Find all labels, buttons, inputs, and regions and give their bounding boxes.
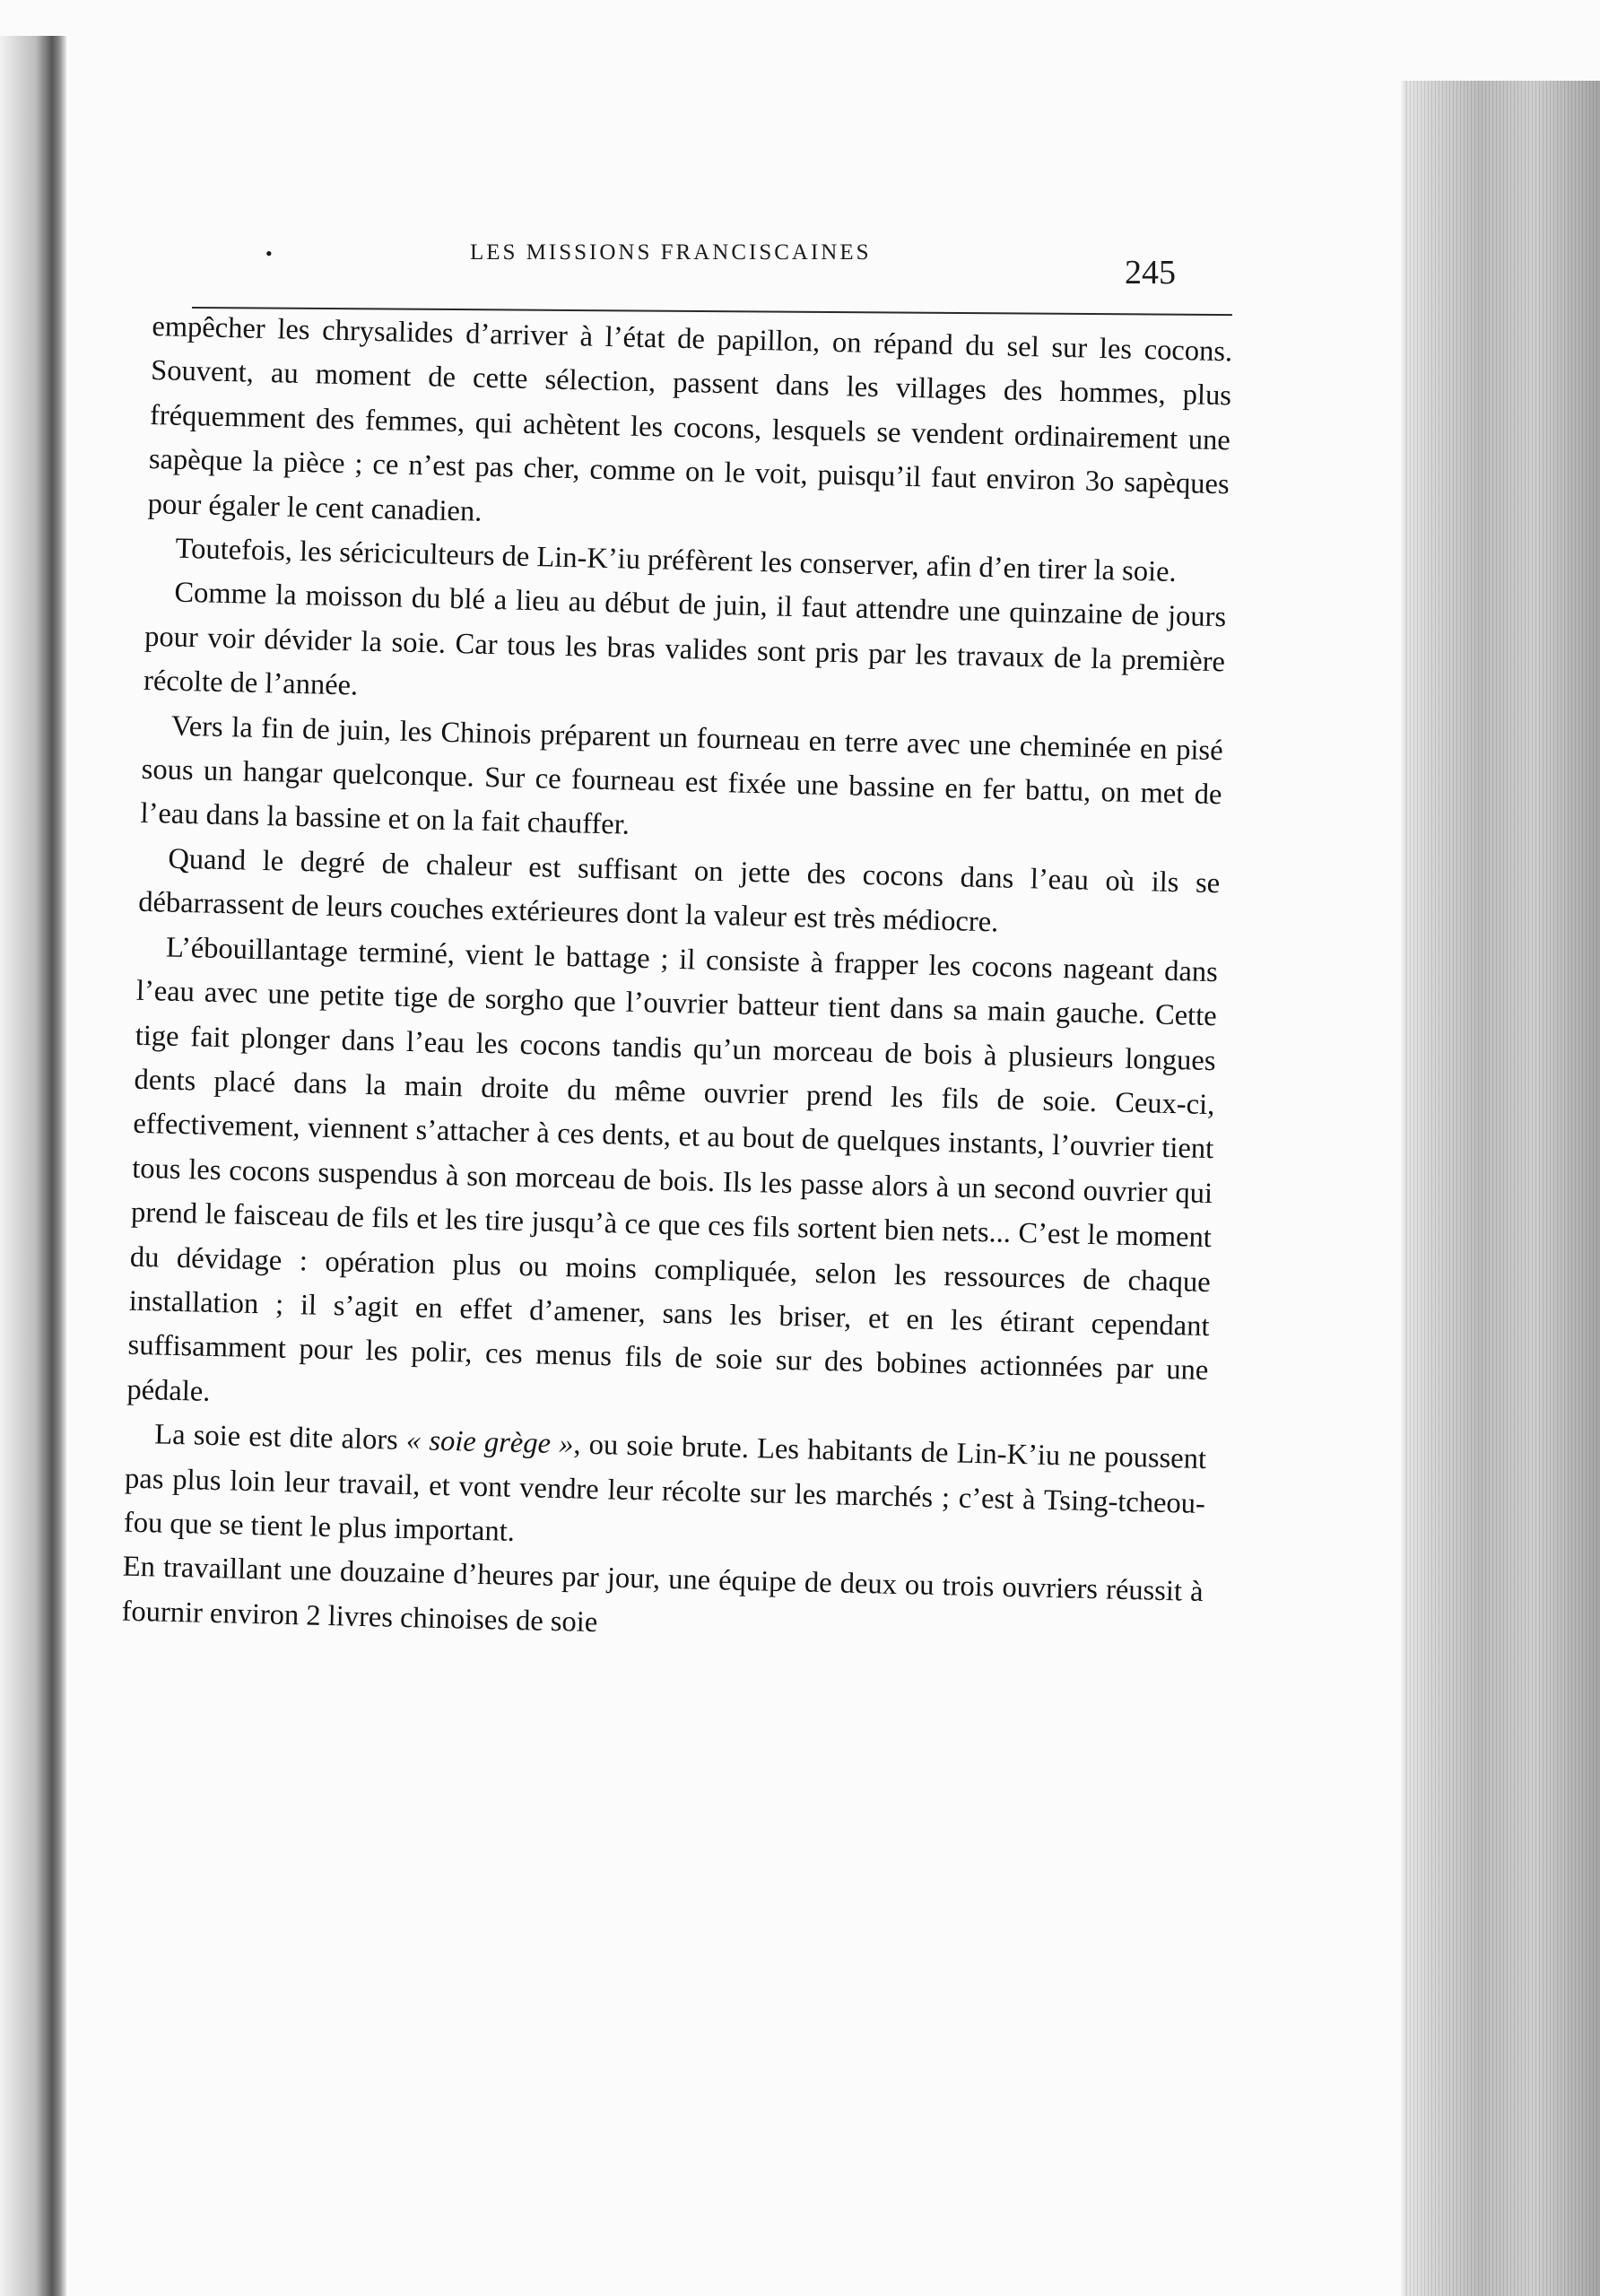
paragraph: Vers la fin de juin, les Chinois préparent un fourneau en terre avec une cheminée en pisé sous un hangar quelconque. Sur ce fourneau est fixée une bassine en fer battu, on met de l’eau dans la bassine et on la fait chauffer. (140, 709, 1224, 842)
body-text (121, 305, 1233, 1659)
paragraph: empêcher les chrysalides d’arriver à l’état de papillon, on répand du sel sur les cocons. Souvent, au moment de cette sélection, passent dans les villages des hommes, plus fréquemment des femmes, qui achètent les cocons, lesquels se vendent ordinairement une sapèque la pièce ; ce n’est pas cher, comme on le voit, puisqu’il faut environ 3o sapèques pour égaler le cent canadien. (147, 309, 1233, 528)
header-dot: • (265, 242, 273, 265)
italic-term: « soie grège » (405, 1424, 574, 1461)
paragraph-text: La soie est dite alors (153, 1418, 407, 1457)
paragraph: Toutefois, les sériciculteurs de Lin-K’iu préfèrent les conserver, afin d’en tirer la soie. (175, 532, 1178, 589)
paragraph (123, 1413, 1206, 1571)
paragraph: L’ébouillantage terminé, vient le battage ; il consiste à frapper les cocons nageant dans l’eau avec une petite tige de sorgho que l’ouvrier batteur tient dans sa main gauche. Cette tige fait plonger dans l’eau les cocons tandis qu’un morceau de bois à plusieurs longues dents placé dans la main droite du même ouvrier prend les fils de soie. Ceux-ci, effectivement, viennent s’attacher à ces dents, et au bout de quelques instants, l’ouvrier tient tous les cocons suspendus à son morceau de bois. Ils les passe alors à un second ouvrier qui prend le faisceau de fils et les tire jusqu’à ce que ces fils sortent bien nets... C’est le moment du dévidage : opération plus ou moins compliquée, selon les ressources de chaque installation ; il s’agit en effet d’amener, sans les briser, et en les étirant cependant suffisamment pour les polir, ces menus fils de soie sur des bobines actionnées par une pédale. (126, 931, 1219, 1408)
book-page-edges (1399, 81, 1600, 2296)
paragraph: Comme la moisson du blé a lieu au début de juin, il faut attendre une quinzaine de jours pour voir dévider la soie. Car tous les bras valides sont pris par les travaux de la première récolte de l’année. (143, 577, 1227, 702)
page-number: 245 (1125, 254, 1176, 291)
book-gutter-shadow (0, 36, 66, 2296)
running-header (66, 224, 1399, 296)
paragraph: En travaillant une douzaine d’heures par jour, une équipe de deux ou trois ouvriers réussit à fournir environ 2 livres chinoises de soie (121, 1550, 1204, 1639)
book-page (66, 0, 1399, 2296)
running-title: LES MISSIONS FRANCISCAINES (470, 240, 872, 265)
paragraph: Quand le degré de chaleur est suffisant on jette des cocons dans l’eau où ils se débarrassent de leurs couches extérieures dont la valeur est très médiocre. (137, 842, 1221, 939)
paragraph-text: , ou soie brute. Les habitants de Lin-K’iu ne poussent pas plus loin leur travail, et vont vendre leur récolte sur les marchés ; c’est à Tsing-tcheou-fou que se tient le plus important. (123, 1428, 1207, 1548)
